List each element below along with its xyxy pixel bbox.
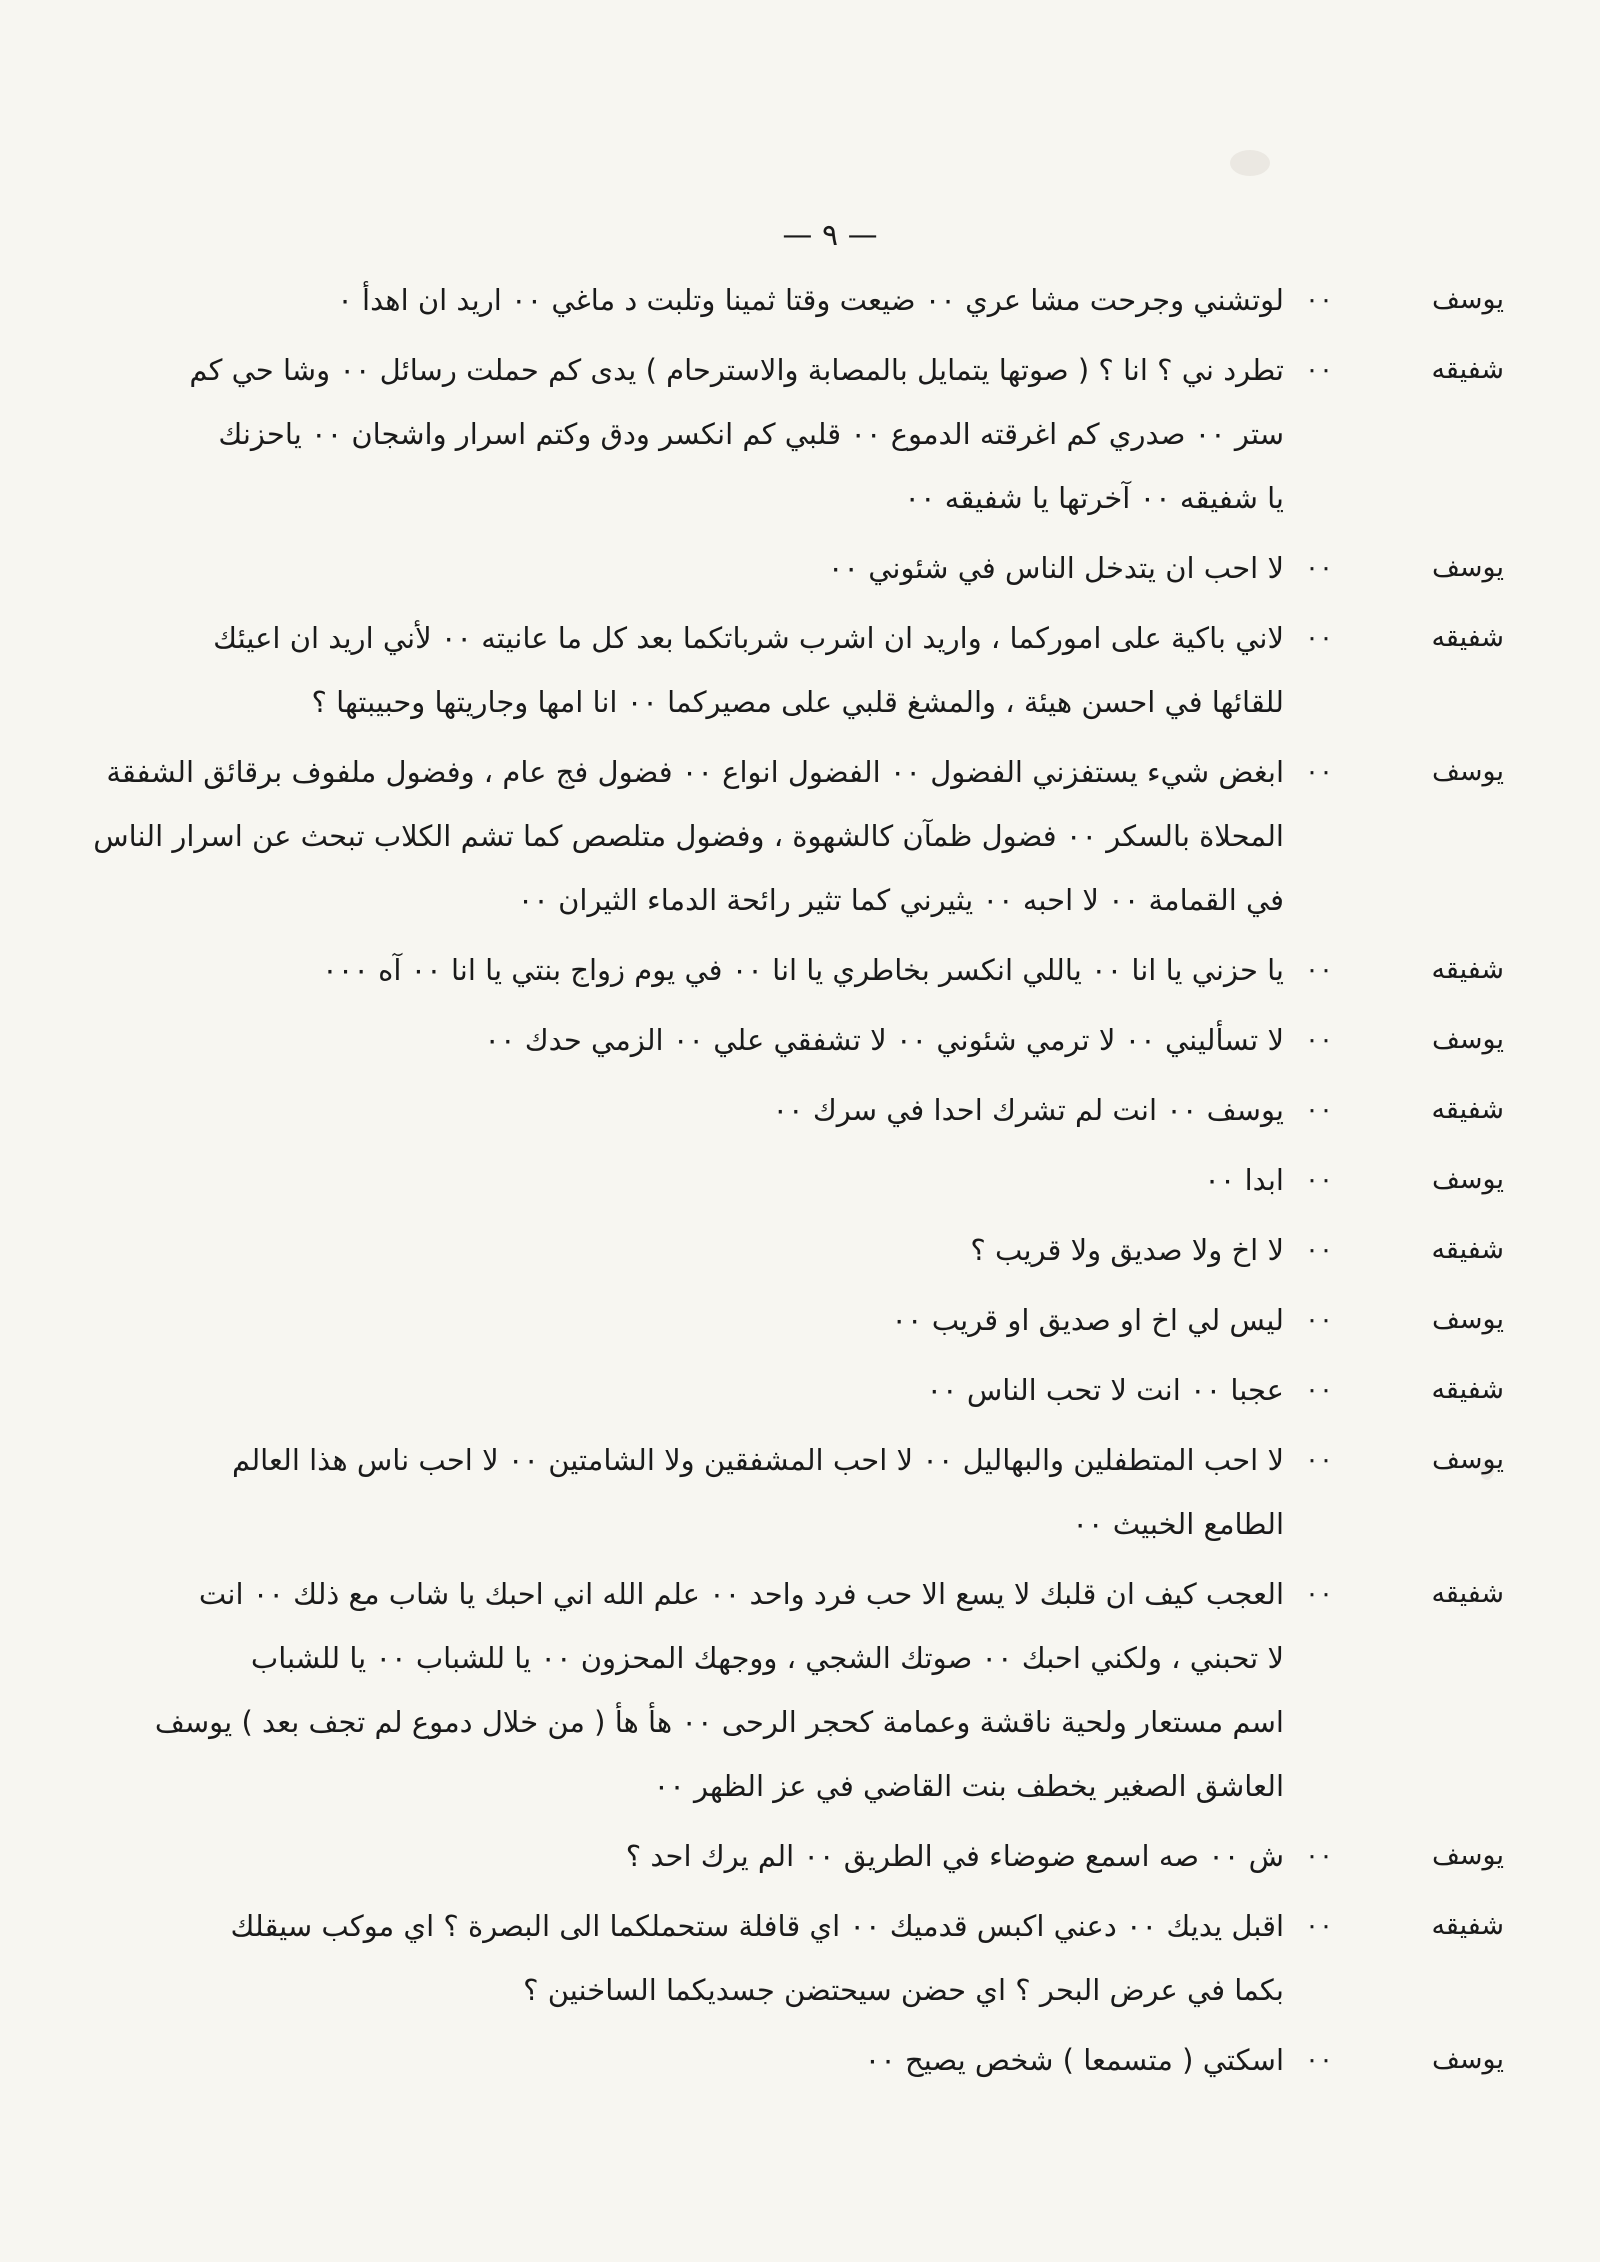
dialogue-lines <box>84 1288 1284 1352</box>
dialogue-lines <box>84 1562 1284 1818</box>
dialogue-line: يا حزني يا انا ٠٠ ياللي انكسر بخاطري يا انا ٠٠ في يوم زواج بنتي يا انا ٠٠ آه ٠٠٠ <box>322 953 1284 987</box>
dialogue-entry <box>84 1428 1504 1556</box>
dialogue-line: ش ٠٠ صه اسمع ضوضاء في الطريق ٠٠ الم يرك احد ؟ <box>625 1839 1284 1873</box>
speaker-separator: ٠٠ <box>1305 1375 1333 1405</box>
dialogue-lines <box>84 1824 1284 1888</box>
dialogue-line: في القمامة ٠٠ لا احبه ٠٠ يثيرني كما تثير رائحة الدماء الثيران ٠٠ <box>517 883 1284 917</box>
dialogue-line: للقائها في احسن هيئة ، والمشغ قلبي على مصيركما ٠٠ انا امها وجاريتها وحبيبتها ؟ <box>311 685 1284 719</box>
dialogue-line: الطامع الخبيث ٠٠ <box>1072 1507 1284 1541</box>
dialogue-lines <box>84 1358 1284 1422</box>
dialogue-line: تطرد ني ؟ انا ؟ ( صوتها يتمايل بالمصابة والاسترحام ) يدى كم حملت رسائل ٠٠ وشا حي كم <box>189 353 1284 387</box>
dialogue-lines <box>84 1148 1284 1212</box>
dialogue-lines <box>84 536 1284 600</box>
speaker-name: شفيقه <box>1431 1234 1504 1265</box>
dialogue-line: اقبل يديك ٠٠ دعني اكبس قدميك ٠٠ اي قافلة ستحملكما الى البصرة ؟ اي موكب سيقلك <box>230 1909 1284 1943</box>
dialogue-lines <box>84 268 1284 332</box>
speaker-name: شفيقه <box>1431 1374 1504 1405</box>
dialogue-line: ليس لي اخ او صديق او قريب ٠٠ <box>891 1303 1284 1337</box>
dialogue-line: عجبا ٠٠ انت لا تحب الناس ٠٠ <box>926 1373 1284 1407</box>
speaker-name: يوسف <box>1431 1024 1504 1055</box>
speaker-separator: ٠٠ <box>1305 285 1333 315</box>
speaker-name: شفيقه <box>1431 1578 1504 1609</box>
speaker-name: شفيقه <box>1431 1094 1504 1125</box>
dialogue-entry <box>84 1288 1504 1352</box>
dialogue-lines <box>84 338 1284 530</box>
dialogue-line: لا احب ان يتدخل الناس في شئوني ٠٠ <box>827 551 1284 585</box>
dialogue-entry <box>84 1148 1504 1212</box>
speaker-separator: ٠٠ <box>1305 355 1333 385</box>
speaker-name: يوسف <box>1431 552 1504 583</box>
dialogue-lines <box>84 1218 1284 1282</box>
dialogue-entry <box>84 1824 1504 1888</box>
dialogue-entry <box>84 536 1504 600</box>
dialogue-entry <box>84 1358 1504 1422</box>
dialogue-lines <box>84 1894 1284 2022</box>
dialogue-line: اسم مستعار ولحية ناقشة وعمامة كحجر الرحى ٠٠ هأ هأ ( من خلال دموع لم تجف بعد ) يوسف <box>154 1705 1284 1739</box>
speaker-name: يوسف <box>1431 1840 1504 1871</box>
dialogue-script <box>84 268 1504 2098</box>
speaker-separator: ٠٠ <box>1305 1579 1333 1609</box>
dialogue-lines <box>84 938 1284 1002</box>
dialogue-lines <box>84 1428 1284 1556</box>
speaker-separator: ٠٠ <box>1305 1025 1333 1055</box>
dialogue-entry <box>84 1562 1504 1818</box>
speaker-name: يوسف <box>1431 284 1504 315</box>
dialogue-line: ستر ٠٠ صدري كم اغرقته الدموع ٠٠ قلبي كم انكسر ودق وكتم اسرار واشجان ٠٠ ياحزنك <box>218 417 1284 451</box>
dialogue-entry <box>84 2028 1504 2092</box>
speaker-separator: ٠٠ <box>1305 955 1333 985</box>
speaker-name: يوسف <box>1431 1304 1504 1335</box>
dialogue-lines <box>84 1078 1284 1142</box>
dialogue-lines <box>84 1008 1284 1072</box>
dialogue-line: العجب كيف ان قلبك لا يسع الا حب فرد واحد ٠٠ علم الله اني احبك يا شاب مع ذلك ٠٠ انت <box>198 1577 1284 1611</box>
dialogue-entry <box>84 338 1504 530</box>
dialogue-line: لا تسأليني ٠٠ لا ترمي شئوني ٠٠ لا تشفقي علي ٠٠ الزمي حدك ٠٠ <box>484 1023 1284 1057</box>
speaker-separator: ٠٠ <box>1305 757 1333 787</box>
dialogue-line: ابغض شيء يستفزني الفضول ٠٠ الفضول انواع ٠٠ فضول فج عام ، وفضول ملفوف برقائق الشفقة <box>106 755 1284 789</box>
dialogue-entry <box>84 1218 1504 1282</box>
dialogue-line: لا تحبني ، ولكني احبك ٠٠ صوتك الشجي ، ووجهك المحزون ٠٠ يا للشباب ٠٠ يا للشباب <box>250 1641 1284 1675</box>
dialogue-line: ابدا ٠٠ <box>1204 1163 1284 1197</box>
dialogue-line: يوسف ٠٠ انت لم تشرك احدا في سرك ٠٠ <box>772 1093 1284 1127</box>
speaker-separator: ٠٠ <box>1305 2045 1333 2075</box>
dialogue-entry <box>84 606 1504 734</box>
dialogue-entry <box>84 1078 1504 1142</box>
speaker-name: شفيقه <box>1431 954 1504 985</box>
dialogue-line: المحلاة بالسكر ٠٠ فضول ظمآن كالشهوة ، وفضول متلصص كما تشم الكلاب تبحث عن اسرار الناس <box>93 819 1284 853</box>
paper-smudge <box>1230 150 1270 176</box>
dialogue-line: العاشق الصغير يخطف بنت القاضي في عز الظهر ٠٠ <box>653 1769 1284 1803</box>
dialogue-line: لوتشني وجرحت مشا عري ٠٠ ضيعت وقتا ثمينا وتلبت د ماغي ٠٠ اريد ان اهدأ ٠ <box>337 283 1284 317</box>
speaker-separator: ٠٠ <box>1305 1911 1333 1941</box>
dialogue-line: لاني باكية على اموركما ، واريد ان اشرب شرباتكما بعد كل ما عانيته ٠٠ لأني اريد ان اعيئك <box>213 621 1284 655</box>
speaker-separator: ٠٠ <box>1305 1841 1333 1871</box>
dialogue-lines <box>84 606 1284 734</box>
speaker-separator: ٠٠ <box>1305 1165 1333 1195</box>
dialogue-line: لا احب المتطفلين والبهاليل ٠٠ لا احب المشفقين ولا الشامتين ٠٠ لا احب ناس هذا العالم <box>232 1443 1284 1477</box>
speaker-name: شفيقه <box>1431 622 1504 653</box>
speaker-name: شفيقه <box>1431 1910 1504 1941</box>
dialogue-entry <box>84 740 1504 932</box>
page-number: — ٩ — <box>782 218 878 253</box>
speaker-separator: ٠٠ <box>1305 1095 1333 1125</box>
dialogue-entry <box>84 1894 1504 2022</box>
speaker-separator: ٠٠ <box>1305 1445 1333 1475</box>
speaker-separator: ٠٠ <box>1305 1235 1333 1265</box>
dialogue-line: لا اخ ولا صديق ولا قريب ؟ <box>970 1233 1284 1267</box>
speaker-separator: ٠٠ <box>1305 1305 1333 1335</box>
speaker-name: يوسف <box>1431 756 1504 787</box>
speaker-name: يوسف <box>1431 1164 1504 1195</box>
dialogue-line: بكما في عرض البحر ؟ اي حضن سيحتضن جسديكما الساخنين ؟ <box>523 1973 1284 2007</box>
speaker-name: شفيقه <box>1431 354 1504 385</box>
dialogue-line: يا شفيقه ٠٠ آخرتها يا شفيقه ٠٠ <box>904 481 1284 515</box>
dialogue-entry <box>84 938 1504 1002</box>
dialogue-line: اسكتي ( متسمعا ) شخص يصيح ٠٠ <box>864 2043 1284 2077</box>
dialogue-lines <box>84 2028 1284 2092</box>
dialogue-entry <box>84 268 1504 332</box>
speaker-name: يوسف <box>1431 2044 1504 2075</box>
speaker-separator: ٠٠ <box>1305 553 1333 583</box>
dialogue-entry <box>84 1008 1504 1072</box>
dialogue-lines <box>84 740 1284 932</box>
speaker-separator: ٠٠ <box>1305 623 1333 653</box>
speaker-name: يوسف <box>1431 1444 1504 1475</box>
